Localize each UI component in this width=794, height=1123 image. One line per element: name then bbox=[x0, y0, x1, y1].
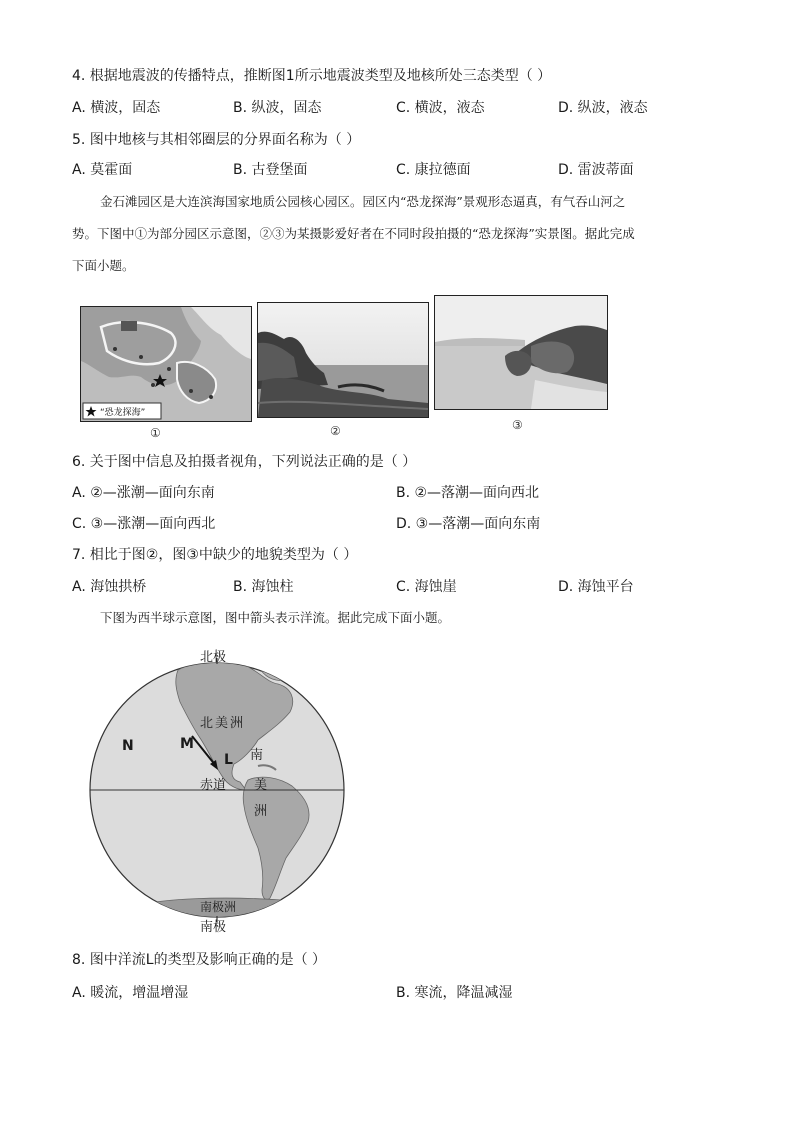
figure-caption-2: ② bbox=[330, 424, 341, 438]
passage-1-line-3: 下面小题。 bbox=[72, 258, 135, 273]
question-7-option-c[interactable]: C. 海蚀崖 bbox=[396, 579, 457, 595]
passage-1-line-1: 金石滩园区是大连滨海国家地质公园核心园区。园区内“恐龙探海”景观形态逼真，有气吞山河之 bbox=[100, 194, 626, 209]
question-5-stem: 5. 图中地核与其相邻圈层的分界面名称为（ ） bbox=[72, 132, 361, 148]
label-l: L bbox=[224, 752, 233, 768]
question-6-option-a[interactable]: A. ②—涨潮—面向东南 bbox=[72, 485, 215, 501]
label-m: M bbox=[180, 736, 194, 752]
figure-caption-1: ① bbox=[150, 426, 161, 440]
figure-caption-3: ③ bbox=[512, 418, 523, 432]
park-map-legend-label: “恐龙探海” bbox=[100, 408, 146, 418]
antarctica-label: 南极洲 bbox=[200, 900, 237, 914]
question-7-option-d[interactable]: D. 海蚀平台 bbox=[558, 579, 634, 595]
question-5-option-d[interactable]: D. 雷波蒂面 bbox=[558, 162, 634, 178]
passage-1-line-2: 势。下图中①为部分园区示意图，②③为某摄影爱好者在不同时段拍摄的“恐龙探海”实景图。据此完成 bbox=[72, 226, 635, 241]
question-7-option-b[interactable]: B. 海蚀柱 bbox=[233, 579, 294, 595]
photo-2-figure bbox=[257, 302, 429, 418]
photo-2-drawing bbox=[258, 303, 428, 417]
passage-2-line-1: 下图为西半球示意图，图中箭头表示洋流。据此完成下面小题。 bbox=[100, 610, 451, 625]
question-7-stem: 7. 相比于图②，图③中缺少的地貌类型为（ ） bbox=[72, 547, 358, 563]
question-8-option-a[interactable]: A. 暖流，增温增湿 bbox=[72, 985, 189, 1001]
western-hemisphere-globe bbox=[82, 640, 352, 940]
park-map-drawing bbox=[81, 307, 251, 421]
north-pole-label: 北极 bbox=[200, 650, 227, 665]
photo-3-drawing bbox=[435, 296, 607, 409]
south-pole-label: 南极 bbox=[200, 920, 227, 935]
south-america-label-3: 洲 bbox=[254, 804, 268, 819]
label-n: N bbox=[122, 738, 134, 754]
question-4-option-a[interactable]: A. 横波，固态 bbox=[72, 100, 161, 116]
question-6-option-d[interactable]: D. ③—落潮—面向东南 bbox=[396, 516, 541, 532]
north-america-label: 北美洲 bbox=[200, 716, 246, 731]
equator-label: 赤道 bbox=[200, 778, 227, 793]
question-5-option-a[interactable]: A. 莫霍面 bbox=[72, 162, 133, 178]
question-4-option-d[interactable]: D. 纵波，液态 bbox=[558, 100, 648, 116]
park-map-figure bbox=[80, 306, 252, 422]
question-5-option-c[interactable]: C. 康拉德面 bbox=[396, 162, 471, 178]
south-america-label-2: 美 bbox=[254, 778, 268, 793]
question-8-stem: 8. 图中洋流L的类型及影响正确的是（ ） bbox=[72, 952, 327, 968]
question-4-stem: 4. 根据地震波的传播特点，推断图1所示地震波类型及地核所处三态类型（ ） bbox=[72, 68, 552, 84]
south-america-label-1: 南 bbox=[250, 748, 264, 763]
question-7-option-a[interactable]: A. 海蚀拱桥 bbox=[72, 579, 147, 595]
question-4-option-b[interactable]: B. 纵波，固态 bbox=[233, 100, 322, 116]
question-8-option-b[interactable]: B. 寒流，降温减湿 bbox=[396, 985, 513, 1001]
question-5-option-b[interactable]: B. 古登堡面 bbox=[233, 162, 308, 178]
question-6-option-c[interactable]: C. ③—涨潮—面向西北 bbox=[72, 516, 216, 532]
photo-3-figure bbox=[434, 295, 608, 410]
question-4-option-c[interactable]: C. 横波，液态 bbox=[396, 100, 485, 116]
question-6-option-b[interactable]: B. ②—落潮—面向西北 bbox=[396, 485, 540, 501]
question-6-stem: 6. 关于图中信息及拍摄者视角，下列说法正确的是（ ） bbox=[72, 454, 417, 470]
